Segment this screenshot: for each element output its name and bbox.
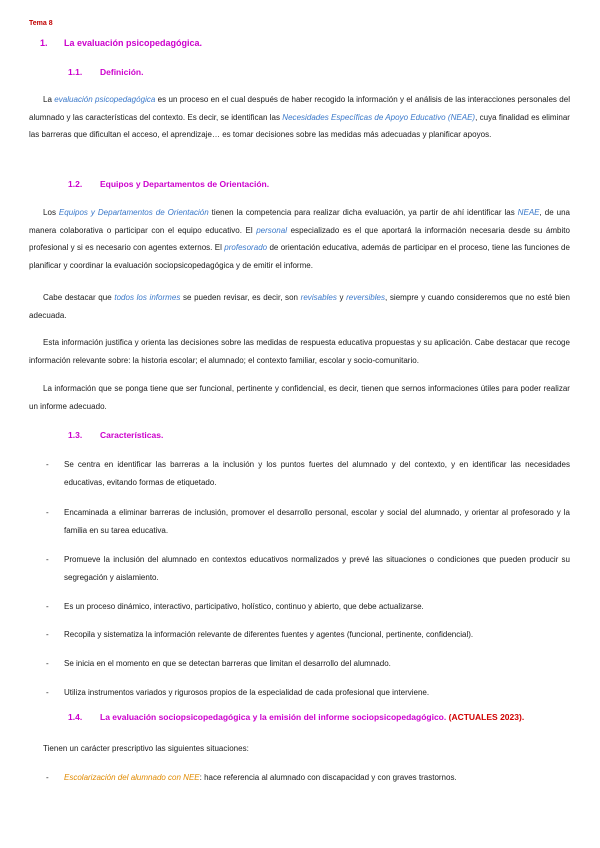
highlight-term: NEAE bbox=[517, 208, 540, 217]
heading-number: 1.4. bbox=[68, 712, 83, 722]
text-run: , cuya finalidad es eliminar las barreras que dificultan el acceso, el aprendizaje… es tomar decisiones sobre las medidas más adecuadas y planificar apoyos. bbox=[29, 112, 570, 139]
heading-title: Definición. bbox=[100, 67, 144, 77]
bullet-dash: - bbox=[46, 460, 49, 469]
paragraph-informes bbox=[29, 289, 570, 324]
heading-title: Equipos y Departamentos de Orientación. bbox=[100, 179, 270, 189]
highlight-term: profesorado bbox=[224, 243, 268, 252]
text-run: , de una manera colaborativa o participar con el equipo educativo. El bbox=[29, 208, 571, 235]
highlight-term: todos los informes bbox=[114, 293, 181, 302]
bullet-item bbox=[46, 626, 570, 644]
bullet-item bbox=[46, 598, 570, 616]
paragraph-definition bbox=[29, 91, 570, 144]
bullet-text: Se centra en identificar las barreras a la inclusión y los puntos fuertes del alumnado y del contexto, y en identificar las necesidades educativas, evitando formas de etiquetado. bbox=[64, 460, 570, 487]
bullet-dash: - bbox=[46, 773, 49, 782]
paragraph-funcional: La información que se ponga tiene que ser funcional, pertinente y confidencial, es decir, tienen que sernos informaciones útiles para poder realizar un informe adecuado. bbox=[29, 384, 570, 411]
text-run: especializado es el que aportará la información necesaria desde su ámbito profesional y si es necesario con agentes externos. El bbox=[29, 225, 570, 252]
bullet-item bbox=[46, 456, 570, 491]
text-run: , siempre y cuando consideremos que no esté bien adecuada. bbox=[29, 293, 570, 320]
heading-title: Características. bbox=[100, 430, 164, 440]
bullet-text bbox=[64, 769, 570, 787]
text-run: y bbox=[336, 293, 347, 302]
heading-1-3 bbox=[68, 430, 163, 440]
bullet-dash: - bbox=[46, 508, 49, 517]
heading-title: La evaluación sociopsicopedagógica y la emisión del informe sociopsicopedagógico. bbox=[100, 712, 447, 722]
paragraph-informacion: Esta información justifica y orienta las decisiones sobre las medidas de respuesta educativa propuestas y su aplicación. Cabe destacar que recoge información relevante sobre: la historia escolar; el alumnado; el contexto familiar, escolar y socio-comunitario. bbox=[29, 338, 570, 365]
paragraph-equipos bbox=[29, 204, 570, 274]
bullet-text: Se inicia en el momento en que se detectan barreras que limitan el desarrollo del alumnado. bbox=[64, 659, 391, 668]
heading-1-1 bbox=[68, 67, 143, 77]
bullet-text: Utiliza instrumentos variados y rigurosos propios de la especialidad de cada profesional que interviene. bbox=[64, 688, 430, 697]
highlight-term: Necesidades Específicas de Apoyo Educativo (NEAE) bbox=[282, 112, 476, 122]
heading-number: 1.3. bbox=[68, 430, 83, 440]
text-run: : hace referencia al alumnado con discapacidad y con graves trastornos. bbox=[199, 773, 457, 782]
bullet-text: Recopila y sistematiza la información relevante de diferentes fuentes y agentes (funcional, pertinente, confidencial). bbox=[64, 630, 474, 639]
text-run: es un proceso en el cual después de haber recogido la información y el análisis de las interacciones personales del alumnado y las características del contexto. Es decir, se identifican las bbox=[29, 95, 570, 122]
bullet-dash: - bbox=[46, 659, 49, 668]
actuales-tag: (ACTUALES 2023). bbox=[448, 712, 525, 722]
text-run: Los bbox=[43, 208, 59, 217]
heading-1-2 bbox=[68, 179, 269, 189]
heading-1 bbox=[40, 38, 202, 48]
highlight-term: Equipos y Departamentos de Orientación bbox=[58, 208, 209, 217]
text-run: La bbox=[43, 95, 55, 104]
highlight-term: personal bbox=[256, 225, 288, 235]
text-run: tienen la competencia para realizar dicha evaluación, ya partir de ahí identificar las bbox=[208, 208, 518, 217]
highlight-term: reversibles bbox=[346, 293, 386, 302]
text-run: se pueden revisar, es decir, son bbox=[180, 293, 301, 302]
text-run: Cabe destacar que bbox=[43, 293, 115, 302]
highlight-term: revisables bbox=[300, 293, 337, 302]
heading-number: 1.1. bbox=[68, 67, 83, 77]
bullet-text: Es un proceso dinámico, interactivo, participativo, holístico, continuo y abierto, que debe actualizarse. bbox=[64, 602, 424, 611]
heading-1-4 bbox=[68, 712, 524, 722]
text-run: de orientación educativa, además de participar en el proceso, tiene las funciones de planificar y coordinar la evaluación sociopsicopedagógica y de emitir el informe. bbox=[29, 243, 570, 270]
topic-label: Tema 8 bbox=[29, 20, 53, 27]
bullet-dash: - bbox=[46, 688, 49, 697]
heading-1-title: La evaluación psicopedagógica. bbox=[64, 38, 203, 48]
highlight-term: Escolarización del alumnado con NEE bbox=[64, 773, 200, 782]
paragraph-prescriptivo: Tienen un carácter prescriptivo las siguientes situaciones: bbox=[43, 744, 249, 753]
bullet-item bbox=[46, 769, 570, 787]
bullet-dash: - bbox=[46, 555, 49, 564]
bullet-item bbox=[46, 551, 570, 586]
bullet-text: Encaminada a eliminar barreras de inclusión, promover el desarrollo personal, escolar y social del alumnado, y orientar al profesorado y la familia en su tarea educativa. bbox=[64, 508, 570, 535]
bullet-dash: - bbox=[46, 630, 49, 639]
heading-1-number: 1. bbox=[40, 38, 48, 48]
bullet-item bbox=[46, 504, 570, 539]
bullet-item bbox=[46, 684, 570, 702]
heading-number: 1.2. bbox=[68, 179, 83, 189]
highlight-term: evaluación psicopedagógica bbox=[54, 95, 156, 104]
bullet-text: Promueve la inclusión del alumnado en contextos educativos normalizados y prevé las situaciones o condiciones que pueden producir su segregación y aislamiento. bbox=[64, 555, 570, 582]
bullet-item bbox=[46, 655, 570, 673]
bullet-dash: - bbox=[46, 602, 49, 611]
